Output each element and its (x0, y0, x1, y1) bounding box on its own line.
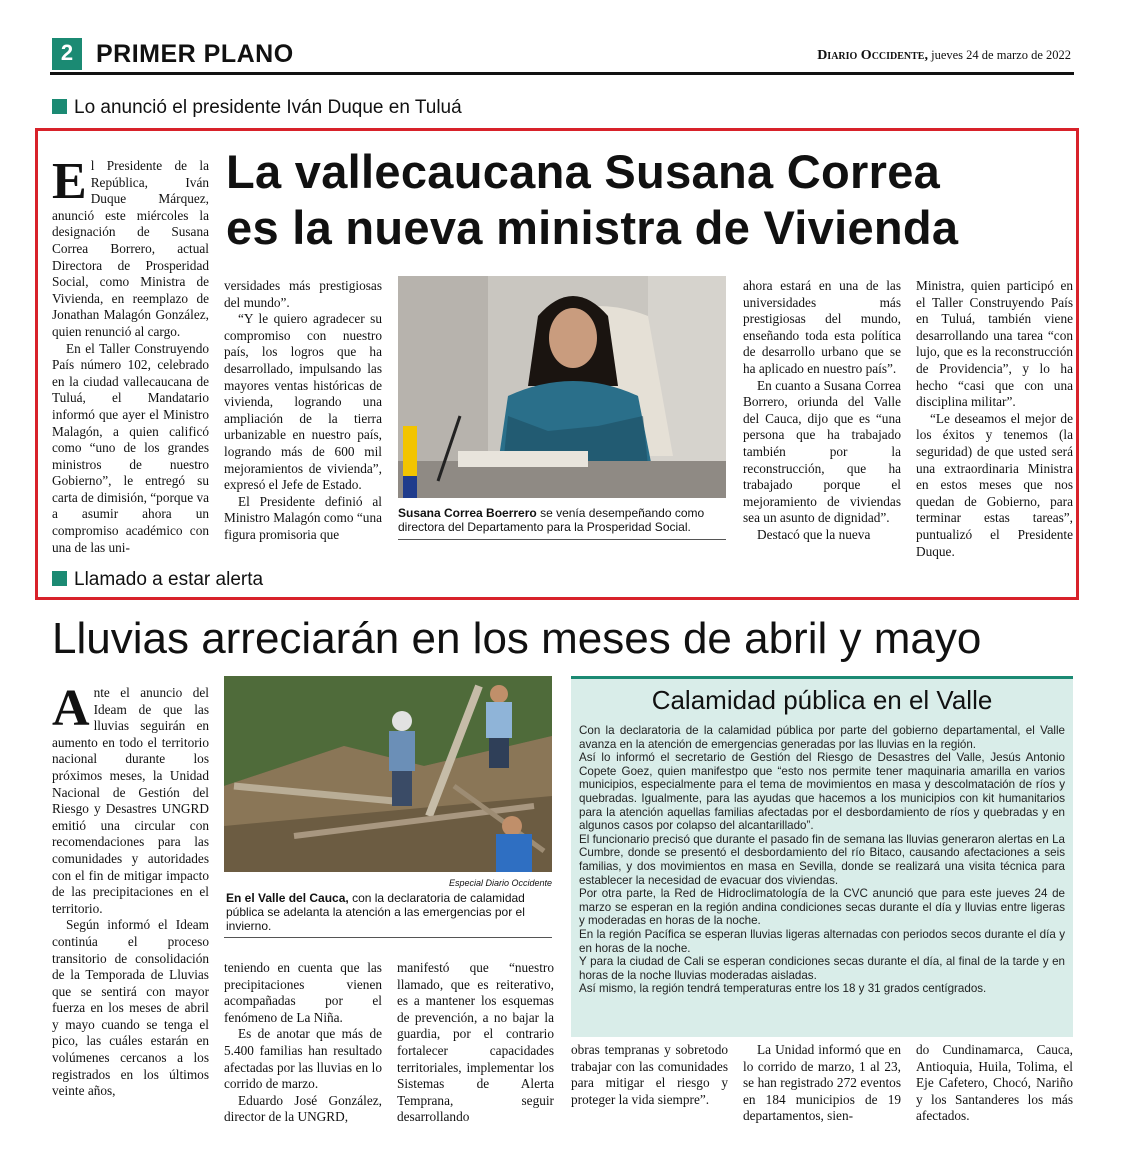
paragraph: Destacó que la nueva (757, 526, 871, 542)
caption-text: con la declaratoria de calamidad pública se adelanta la atención a las emergencias por el invierno. (226, 891, 525, 933)
paragraph: “Y le quiero agradecer su compromiso con nuestro país, los logros que ha desarrollado, impulsando las mayores ventas históricas de vivienda, logrando una ampliación de la tierra urbanizable en nuestro país, logrando más de 600 mil mejoramientos de vivienda”, expresó el Jefe de Estado. (224, 311, 382, 493)
caption-rule (224, 937, 552, 938)
paragraph: La Unidad informó que en lo corrido de marzo, 1 al 23, se han registrado 272 eventos en 184 municipios de 19 departamentos, sien- (743, 1042, 901, 1124)
paragraph: nte el anuncio del Ideam de que las lluvias seguirán en aumento en todo el territorio nacional durante los próximos meses, la Unidad Nacional de Gestión del Riesgo y Desastres UNGRD emitió una circular con recomendaciones para las comunidades y autoridades con el fin de mitigar impacto de las precipitaciones en el territorio. (52, 685, 209, 916)
dropcap: E (52, 153, 87, 210)
masthead (817, 48, 1071, 64)
paragraph: Así lo informó el secretario de Gestión del Riesgo de Desastres del Valle, Jesús Antonio Copete Goez, quien manifestpo que “esto nos permite tener maquinaria amarilla en varios municipios, especialmente para el tema de movimientos en masa y descolmatación de ríos y quebradas. Igualmente, para las ayudas que hacemos a los municipios con kit humanitarios para la atención aquellas familias afectadas por el desbordamiento de ríos y quebradas y en algunos casos por colapso del alcantarillado”. (579, 751, 1065, 833)
sidebar-title: Calamidad pública en el Valle (651, 685, 993, 715)
article1-column-4 (916, 278, 1073, 560)
headline-line-1: La vallecaucana Susana Correa (226, 145, 941, 198)
article2-kicker (52, 569, 263, 591)
caption-name: Susana Correa Boerrero (398, 506, 537, 520)
article2-column-4 (571, 1042, 728, 1108)
article2-column-2 (224, 960, 382, 1126)
paragraph: manifestó que “nuestro llamado, que es reiterativo, es a mantener los esquemas de prevención, a no bajar la guardia, por el contrario fortalecer capacidades territoriales, implementar los Sistemas de Alerta Temprana, seguir desarrollando (397, 960, 554, 1125)
photo2-caption (226, 891, 552, 933)
issue-date: jueves 24 de marzo de 2022 (931, 48, 1071, 62)
paragraph: El Presidente definió al Ministro Malagón como “una figura promisoria que (224, 493, 382, 542)
minister-photo (398, 276, 726, 498)
caption-place: En el Valle del Cauca, (226, 891, 349, 905)
article2-headline: Lluvias arreciarán en los meses de abril y mayo (52, 614, 982, 663)
headline-line-2: es la nueva ministra de Vivienda (226, 201, 959, 254)
paragraph: Con la declaratoria de la calamidad pública por parte del gobierno departamental, el Valle avanza en la atención de emergencias generadas por las lluvias en la región. (579, 724, 1065, 751)
paragraph: Y para la ciudad de Cali se esperan condiciones secas durante el día, al final de la tarde y en horas de la noche lluvias moderadas aisladas. (579, 955, 1065, 982)
header-rule (50, 72, 1074, 75)
paragraph: “Le deseamos el mejor de los éxitos y tenemos (la seguridad) de que usted será una extraordinaria Ministra en estos meses que nos quedan de Gobierno, para terminar estas tareas”, puntualizó el Presidente Duque. (916, 410, 1073, 559)
paragraph: Según informó el Ideam continúa el proceso transitorio de consolidación de la Temporada de Lluvias que se sentirá con mayor fuerza en los meses de abril y mayo cuando se tenga el pico, las cuáles estarán en volúmenes cercanos a los registrados en los últimos veinte años, (52, 917, 209, 1099)
article1-column-1 (52, 153, 209, 556)
sidebar-text (571, 716, 1073, 996)
paragraph: En cuanto a Susana Correa Borrero, oriunda del Valle del Cauca, dijo que es “una persona que ha trabajado también por la reconstrucción, que ha trabajado porque el mejoramiento de viviendas sea un asunto de dignidad”. (743, 377, 901, 526)
paragraph: Ministra, quien participó en el Taller Construyendo País en Tuluá, también viene desarrollando una tarea “con lujo, que es la reconstrucción de Providencia”, y lo ha hecho “casi que con una disciplina militar”. (916, 278, 1073, 410)
paragraph: En el Taller Construyendo País número 102, celebrado en la ciudad vallecaucana de Tuluá, el Mandatario informó que ayer el Ministro Malagón, a quien calificó como “uno de los grandes ministros de nuestro Gobierno”, le entregó su carta de dimisión, “porque va a asumir ahora un compromiso académico con una de las uni- (52, 340, 209, 555)
paragraph: versidades más prestigiosas del mundo”. (224, 278, 382, 310)
article1-column-2 (224, 278, 382, 544)
paragraph: l Presidente de la República, Iván Duque Márquez, anunció este miércoles la designación de Susana Correa Borrero, actual Directora de Prosperidad Social, como Ministra de Vivienda, en reemplazo de Jonathan Malagón González, quien renunció al cargo. (52, 158, 209, 339)
article1-kicker (52, 97, 462, 119)
paper-name: Diario Occidente, (817, 48, 928, 63)
article2-column-6 (916, 1042, 1073, 1125)
page-number: 2 (52, 38, 82, 70)
article2-kicker-text: Llamado a estar alerta (74, 569, 264, 590)
article2-column-1 (52, 680, 209, 1100)
paragraph: do Cundinamarca, Cauca, Antioquia, Huila, Tolima, el Eje Cafetero, Chocó, Nariño y los Santanderes los más afectados. (916, 1042, 1073, 1124)
article2-column-3 (397, 960, 554, 1126)
paragraph: Así mismo, la región tendrá temperaturas entre los 18 y 31 grados centígrados. (579, 982, 987, 996)
dropcap: A (52, 680, 90, 737)
paragraph: En la región Pacífica se esperan lluvias ligeras alternadas con periodos secos durante el día y en horas de la noche. (579, 927, 1065, 955)
paragraph: Es de anotar que más de 5.400 familias han resultado afectadas por las lluvias en lo corrido de marzo. (224, 1026, 382, 1092)
paragraph: teniendo en cuenta que las precipitaciones vienen acompañadas por el fenómeno de La Niña. (224, 960, 382, 1025)
landslide-photo (224, 676, 552, 872)
sidebar-box (571, 676, 1073, 1037)
photo-credit: Especial Diario Occidente (448, 878, 552, 888)
article2-column-5 (743, 1042, 901, 1125)
paragraph: ahora estará en una de las universidades más prestigiosas del mundo, enseñando toda esta política de desarrollo urbano que se ha aplicado en nuestro país”. (743, 278, 901, 376)
paragraph: obras tempranas y sobretodo trabajar con las comunidades para mitigar el riesgo y proteger la vida siempre”. (571, 1042, 728, 1107)
section-title: PRIMER PLANO (96, 40, 294, 68)
article1-kicker-text: Lo anunció el presidente Iván Duque en Tuluá (74, 97, 462, 118)
photo1-caption (398, 506, 726, 534)
caption-text: se venía desempeñando como directora del Departamento para la Prosperidad Social. (398, 506, 705, 534)
paragraph: Por otra parte, la Red de Hidroclimatología de la CVC anunció que para este jueves 24 de marzo se esperan en la región andina condiciones secas durante el día y lluvias entre ligeras y moderadas en horas de la noche. (579, 887, 1065, 928)
square-bullet-icon (52, 571, 67, 586)
article1-column-3 (743, 278, 901, 544)
square-bullet-icon (52, 99, 67, 114)
caption-rule (398, 539, 726, 540)
article1-headline (226, 144, 1072, 256)
paragraph: El funcionario precisó que durante el pasado fin de semana las lluvias generaron alertas en La Cumbre, donde se presentó el desbordamiento del río Bitaco, causando afectaciones a seis familias, y dos movimientos en masa en Sevilla, donde se realizará una visita técnica para establecer la necesidad de evacuar dos viviendas. (579, 832, 1065, 887)
paragraph: Eduardo José González, director de la UNGRD, (224, 1092, 382, 1125)
